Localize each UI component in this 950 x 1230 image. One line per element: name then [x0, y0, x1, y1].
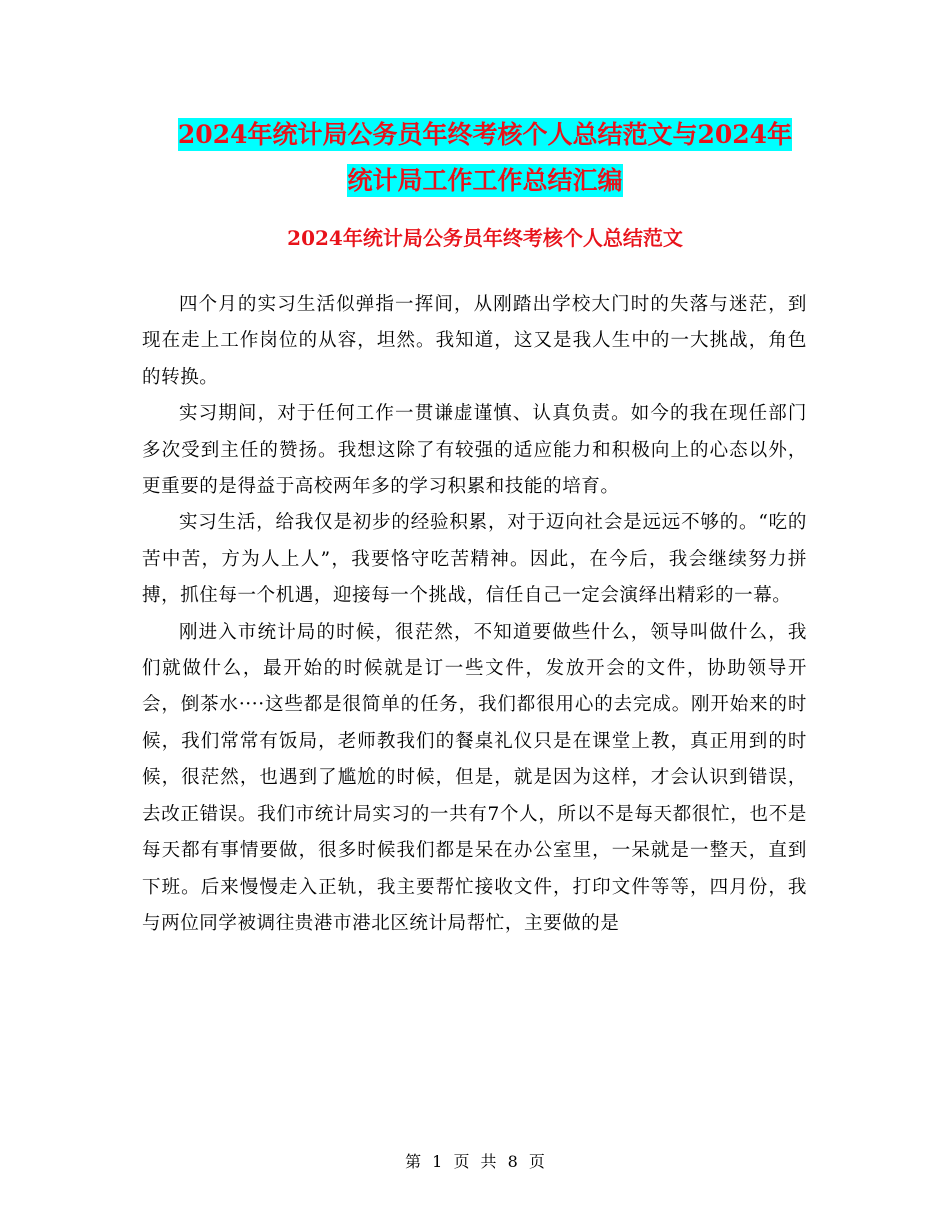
title-line-1: 2024年统计局公务员年终考核个人总结范文与2024年 [177, 120, 793, 149]
section-title: 2024年统计局公务员年终考核个人总结范文 [287, 226, 683, 250]
document-title [140, 112, 830, 204]
body-text [142, 287, 807, 942]
paragraph: 刚进入市统计局的时候，很茫然，不知道要做些什么，领导叫做什么，我们就做什么，最开始的时候就是订一些文件，发放开会的文件，协助领导开会，倒茶水····这些都是很简单的任务，我们都很用心的去完成。刚开始来的时候，我们常常有饭局，老师教我们的餐桌礼仪只是在课堂上教，真正用到的时候，很茫然，也遇到了尴尬的时候，但是，就是因为这样，才会认识到错误，去改正错误。我们市统计局实习的一共有7个人，所以不是每天都很忙，也不是每天都有事情要做，很多时候我们都是呆在办公室里，一呆就是一整天，直到下班。后来慢慢走入正轨，我主要帮忙接收文件，打印文件等等，四月份，我与两位同学被调往贵港市港北区统计局帮忙，主要做的是 [142, 621, 807, 934]
page-number-footer: 第 1 页 共 8 页 [405, 1152, 545, 1171]
paragraph: 实习生活，给我仅是初步的经验积累，对于迈向社会是远远不够的。“吃的苦中苦，方为人上人”，我要恪守吃苦精神。因此，在今后，我会继续努力拼搏，抓住每一个机遇，迎接每一个挑战，信任自己一定会演绎出精彩的一幕。 [142, 512, 807, 607]
paragraph: 实习期间，对于任何工作一贯谦虚谨慎、认真负责。如今的我在现任部门多次受到主任的赞扬。我想这除了有较强的适应能力和积极向上的心态以外，更重要的是得益于高校两年多的学习积累和技能的培育。 [142, 403, 807, 498]
paragraph: 四个月的实习生活似弹指一挥间，从刚踏出学校大门时的失落与迷茫，到现在走上工作岗位的从容，坦然。我知道，这又是我人生中的一大挑战，角色的转换。 [142, 294, 807, 388]
title-line-2: 统计局工作工作总结汇编 [347, 166, 623, 195]
